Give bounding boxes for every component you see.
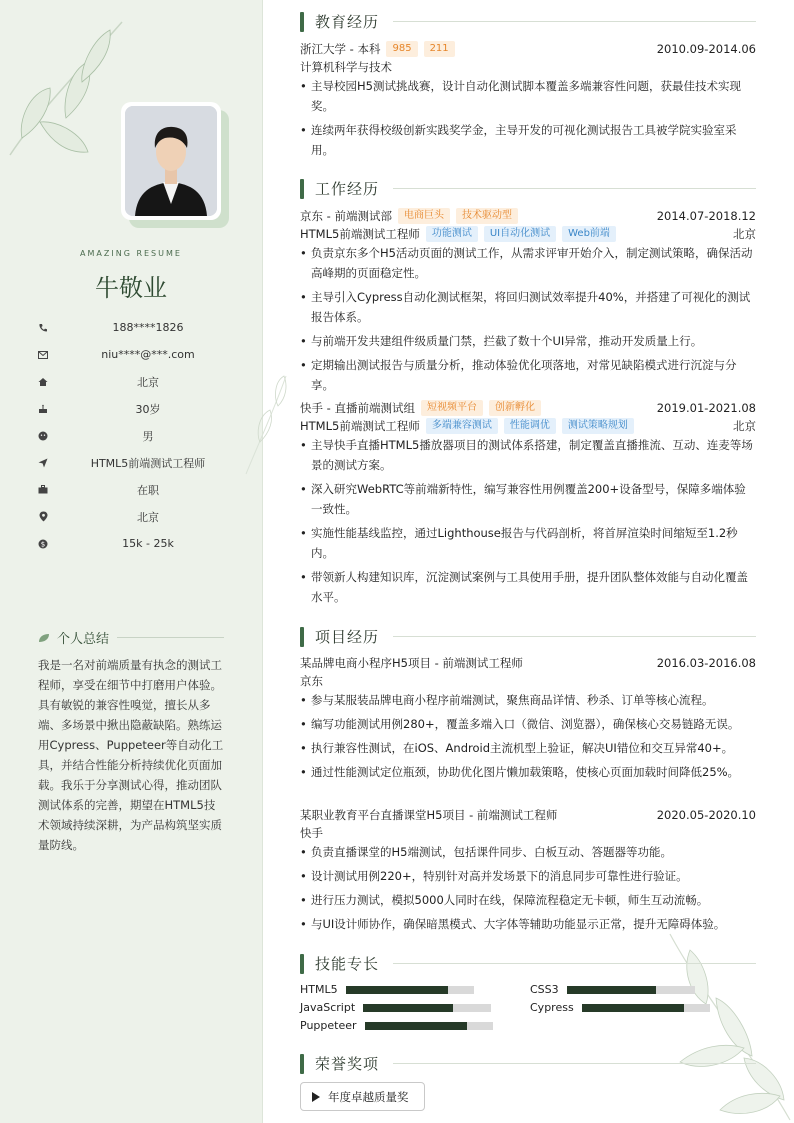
- section-accent-bar: [300, 12, 304, 32]
- skill-name: Cypress: [530, 1001, 574, 1014]
- candidate-name: 牛敬业: [95, 274, 167, 302]
- skill-bar: [346, 986, 474, 994]
- avatar: [121, 102, 221, 220]
- resume-tagline: AMAZING RESUME: [80, 249, 182, 258]
- projects-section-header: [300, 626, 756, 647]
- job-tag: 创新孵化: [489, 400, 541, 416]
- project-bullets: [300, 690, 756, 786]
- project-bullets: [300, 842, 756, 938]
- info-phone: [36, 314, 246, 341]
- skill-bar-fill: [567, 986, 657, 994]
- job-role: HTML5前端测试工程师: [300, 419, 420, 433]
- info-status-text: 在职: [137, 483, 159, 497]
- gender-icon: [36, 429, 50, 443]
- job-tag: 电商巨头: [398, 208, 450, 224]
- honors-title: 荣誉奖项: [315, 1055, 380, 1073]
- skill-item: [300, 983, 474, 996]
- list-item: • 主导校园H5测试挑战赛，设计自动化测试脚本覆盖多端兼容性问题，获最佳技术实现奖。: [300, 76, 756, 116]
- list-item: • 通过性能测试定位瓶颈，协助优化图片懒加载策略，使核心页面加载时间降低25%。: [300, 762, 756, 782]
- skill-bar: [365, 1022, 493, 1030]
- project-name-row: [300, 806, 756, 824]
- leaf-icon: [38, 633, 50, 643]
- info-email: [36, 341, 246, 368]
- sidebar: [0, 0, 263, 1123]
- list-item: • 带领新人构建知识库，沉淀测试案例与工具使用手册，提升团队整体效能与自动化覆盖水平。: [300, 567, 756, 607]
- job-date: 2019.01-2021.08: [656, 401, 756, 415]
- mail-icon: [36, 348, 50, 362]
- job-company-row: [300, 207, 756, 225]
- list-item: • 负责京东多个H5活动页面的测试工作，从需求评审开始介入，制定测试策略，确保活动高峰期的页面稳定性。: [300, 243, 756, 283]
- skill-bar-fill: [365, 1022, 467, 1030]
- education-school: 浙江大学 - 本科: [300, 42, 381, 56]
- list-item: • 与前端开发共建组件级质量门禁，拦截了数十个UI异常，推动开发质量上行。: [300, 331, 756, 351]
- list-item: • 与UI设计师协作，确保暗黑模式、大字体等辅助功能显示正常，提升无障碍体验。: [300, 914, 756, 934]
- job-skill-tag: 功能测试: [426, 226, 478, 242]
- info-salary: [36, 530, 246, 557]
- info-gender: [36, 422, 246, 449]
- project-date: 2016.03-2016.08: [656, 656, 756, 670]
- list-item: • 定期输出测试报告与质量分析，推动体验优化项落地，对常见缺陷模式进行沉淀与分享。: [300, 355, 756, 395]
- job-company: 京东 - 前端测试部: [300, 209, 392, 223]
- svg-text:$: $: [40, 540, 46, 549]
- cake-icon: [36, 402, 50, 416]
- job-city: 北京: [733, 227, 756, 241]
- education-major: 计算机科学与技术: [300, 60, 392, 74]
- info-location-text: 北京: [137, 510, 159, 524]
- skills-section-header: [300, 953, 756, 974]
- job-bullets: [300, 243, 756, 399]
- list-item: • 参与某服装品牌电商小程序前端测试，聚焦商品详情、秒杀、订单等核心流程。: [300, 690, 756, 710]
- award-label: 年度卓越质量奖: [328, 1089, 409, 1104]
- job-role-row: [300, 417, 756, 435]
- honors-section-header: [300, 1053, 756, 1074]
- list-item: • 设计测试用例220+，特别针对高并发场景下的消息同步可靠性进行验证。: [300, 866, 756, 886]
- job-role: HTML5前端测试工程师: [300, 227, 420, 241]
- info-phone-text: 188****1826: [112, 321, 184, 334]
- project-name-row: [300, 654, 756, 672]
- job-city: 北京: [733, 419, 756, 433]
- section-divider: [393, 21, 756, 22]
- skill-bar: [567, 986, 695, 994]
- education-title: 教育经历: [315, 13, 380, 31]
- info-position: [36, 449, 246, 476]
- education-section-header: [300, 11, 756, 32]
- work-title: 工作经历: [315, 180, 380, 198]
- education-date: 2010.09-2014.06: [656, 42, 756, 56]
- project-name: 某职业教育平台直播课堂H5项目 - 前端测试工程师: [300, 808, 558, 822]
- education-tag: 211: [424, 41, 455, 57]
- info-email-text: niu****@***.com: [101, 348, 195, 361]
- skill-bar-fill: [346, 986, 448, 994]
- skill-name: Puppeteer: [300, 1019, 357, 1032]
- phone-icon: [36, 321, 50, 335]
- project-name: 某品牌电商小程序H5项目 - 前端测试工程师: [300, 656, 523, 670]
- job-tag: 技术驱动型: [456, 208, 518, 224]
- list-item: • 深入研究WebRTC等前端新特性，编写兼容性用例覆盖200+设备型号，保障多端体验一致性。: [300, 479, 756, 519]
- list-item: • 进行压力测试，模拟5000人同时在线，保障流程稳定无卡顿，师生互动流畅。: [300, 890, 756, 910]
- job-company-row: [300, 399, 756, 417]
- job-skill-tag: 性能调优: [504, 418, 556, 434]
- skill-bar: [582, 1004, 710, 1012]
- skill-item: [300, 1001, 491, 1014]
- list-item: • 主导引入Cypress自动化测试框架，将回归测试效率提升40%，并搭建了可视化的测试报告体系。: [300, 287, 756, 327]
- info-city: [36, 368, 246, 395]
- job-company: 快手 - 直播前端测试组: [300, 401, 415, 415]
- project-city-row: [300, 824, 756, 842]
- list-item: • 负责直播课堂的H5端测试，包括课件同步、白板互动、答题器等功能。: [300, 842, 756, 862]
- summary-text: 我是一名对前端质量有执念的测试工程师，享受在细节中打磨用户体验。具有敏锐的兼容性嗅觉，擅长从多端、多场景中揪出隐蔽缺陷。熟练运用Cypress、Puppeteer等自动化工具，并结合性能分析持续优化页面加载。我乐于分享测试心得，推动团队测试体系的完善，期望在HTML5技术领域持续深耕，为产品构筑坚实质量防线。: [38, 658, 224, 852]
- job-skill-tag: UI自动化测试: [484, 226, 556, 242]
- project-date: 2020.05-2020.10: [656, 808, 756, 822]
- send-icon: [36, 456, 50, 470]
- skills-title: 技能专长: [315, 955, 380, 973]
- project-city-row: [300, 672, 756, 690]
- job-skill-tag: Web前端: [562, 226, 616, 242]
- list-item: • 主导快手直播HTML5播放器项目的测试体系搭建，制定覆盖直播推流、互动、连麦等场景的测试方案。: [300, 435, 756, 475]
- job-skill-tag: 多端兼容测试: [426, 418, 498, 434]
- section-divider: [393, 963, 756, 964]
- projects-title: 项目经历: [315, 628, 380, 646]
- education-bullets: [300, 76, 756, 164]
- section-divider: [393, 1063, 756, 1064]
- work-section-header: [300, 178, 756, 199]
- skill-item: [530, 983, 695, 996]
- skill-bar-fill: [363, 1004, 453, 1012]
- job-role-row: [300, 225, 756, 243]
- info-salary-text: 15k - 25k: [122, 537, 174, 550]
- project-city: 京东: [300, 674, 323, 688]
- list-item: • 执行兼容性测试，在iOS、Android主流机型上验证，解决UI错位和交互异常40+。: [300, 738, 756, 758]
- info-location: [36, 503, 246, 530]
- skill-name: CSS3: [530, 983, 559, 996]
- info-city-text: 北京: [137, 375, 159, 389]
- info-age-text: 30岁: [135, 402, 161, 416]
- job-date: 2014.07-2018.12: [656, 209, 756, 223]
- section-accent-bar: [300, 179, 304, 199]
- info-position-text: HTML5前端测试工程师: [90, 456, 206, 470]
- skill-item: [530, 1001, 710, 1014]
- skill-bar-fill: [582, 1004, 684, 1012]
- home-icon: [36, 375, 50, 389]
- list-item: • 编写功能测试用例280+，覆盖多端入口（微信、浏览器），确保核心交易链路无误。: [300, 714, 756, 734]
- contact-info-list: [36, 314, 246, 557]
- location-pin-icon: [36, 510, 50, 524]
- job-bullets: [300, 435, 756, 611]
- caret-right-icon: [312, 1092, 320, 1102]
- job-tag: 短视频平台: [421, 400, 483, 416]
- briefcase-icon: [36, 483, 50, 497]
- person-portrait-icon: [125, 106, 217, 216]
- info-status: [36, 476, 246, 503]
- education-school-row: [300, 40, 756, 58]
- project-city: 快手: [300, 826, 323, 840]
- summary-divider: [117, 637, 224, 638]
- salary-icon: [36, 537, 50, 551]
- info-age: [36, 395, 246, 422]
- section-divider: [393, 188, 756, 189]
- summary-title: 个人总结: [57, 632, 110, 647]
- skill-item: [300, 1019, 493, 1032]
- summary-header: [38, 628, 224, 647]
- section-accent-bar: [300, 627, 304, 647]
- skill-name: HTML5: [300, 983, 338, 996]
- section-divider: [393, 636, 756, 637]
- leaf-decoration-top-icon: [0, 10, 140, 160]
- section-accent-bar: [300, 954, 304, 974]
- skill-bar: [363, 1004, 491, 1012]
- education-major-row: [300, 58, 756, 76]
- info-gender-text: 男: [142, 429, 154, 443]
- list-item: • 连续两年获得校级创新实践奖学金，主导开发的可视化测试报告工具被学院实验室采用。: [300, 120, 756, 160]
- education-tag: 985: [386, 41, 417, 57]
- section-accent-bar: [300, 1054, 304, 1074]
- list-item: • 实施性能基线监控，通过Lighthouse报告与代码剖析，将首屏渲染时间缩短至1.2秒内。: [300, 523, 756, 563]
- job-skill-tag: 测试策略规划: [562, 418, 634, 434]
- skill-name: JavaScript: [300, 1001, 356, 1014]
- award-toggle[interactable]: [300, 1082, 425, 1111]
